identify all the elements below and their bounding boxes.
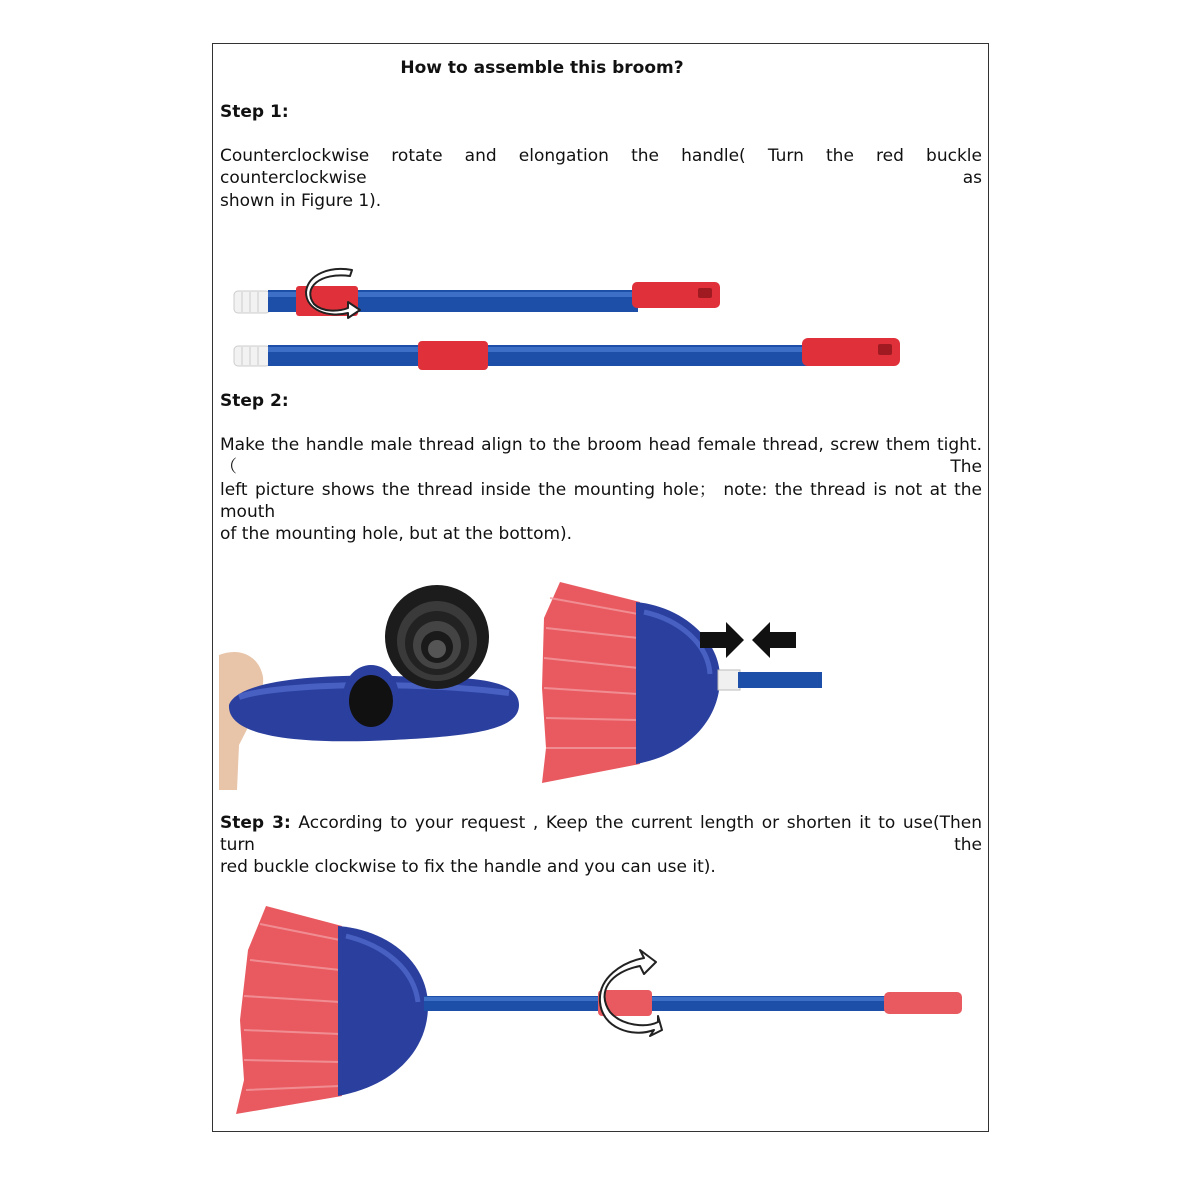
bristles [542,582,640,783]
bristles [236,906,342,1114]
figure-3-assembled-broom [230,900,970,1120]
long-handle [234,338,900,370]
figure-2-mounting-hole [219,585,524,790]
step1-heading: Step 1: [220,102,289,122]
step3-line2: red buckle clockwise to fix the handle and you can use it). [220,857,716,877]
step2-line2: left picture shows the thread inside the mounting hole； note: the thread is not at the mouth [220,480,982,522]
step2-heading: Step 2: [220,391,289,411]
step3-heading: Step 3: [220,813,291,833]
figure-1-handles [228,262,908,377]
step2-line3: of the mounting hole, but at the bottom). [220,524,573,544]
figure-2-broom-head [540,578,830,788]
thread-closeup [385,585,489,689]
step2-line1: Make the handle male thread align to the broom head female thread, screw them tight. （The [220,435,982,477]
step1-line1: Counterclockwise rotate and elongation the handle( Turn the red buckle counterclockwise as [220,146,982,188]
document-title: How to assemble this broom? [400,58,684,78]
step1-line2: shown in Figure 1). [220,191,382,211]
step3-line1-text: According to your request , Keep the current length or shorten it to use(Then turn the [220,813,982,855]
step3-line1 [220,812,982,856]
push-arrow-left-icon [752,622,796,658]
